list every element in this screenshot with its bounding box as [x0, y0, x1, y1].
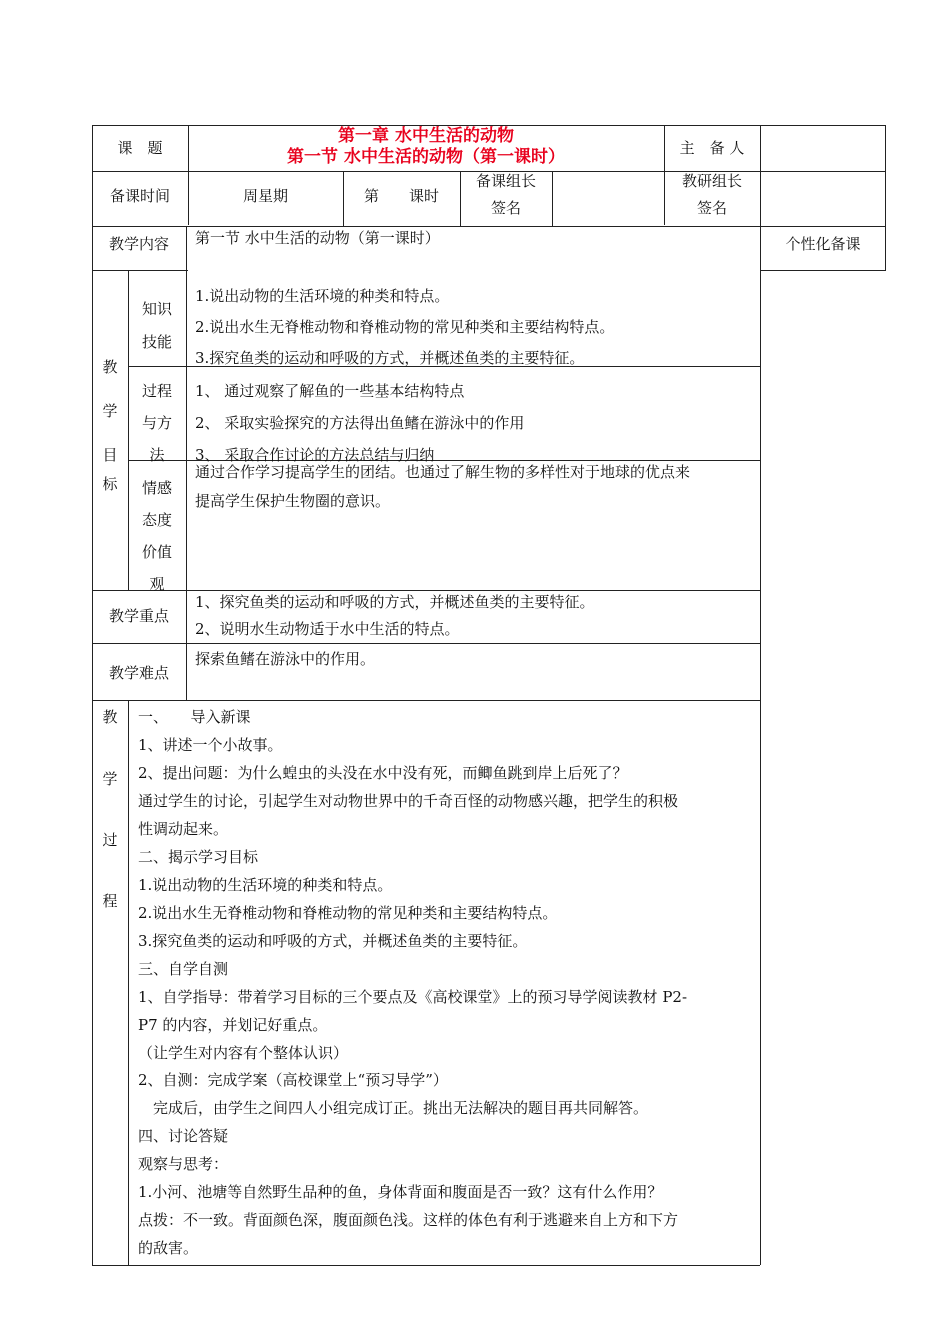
- list-item: 2、 采取实验探究的方法得出鱼鳍在游泳中的作用: [195, 414, 525, 432]
- list-item: 3.探究鱼类的运动和呼吸的方式，并概述鱼类的主要特征。: [195, 349, 585, 367]
- list-item: 2.说出水生无脊椎动物和脊椎动物的常见种类和主要结构特点。: [195, 318, 615, 336]
- process-line: 三、自学自测: [138, 960, 229, 978]
- research-leader-label: 教研组长: [681, 172, 742, 190]
- preparer-label: 主 备 人: [679, 139, 745, 157]
- process-line: 通过学生的讨论，引起学生对动物世界中的千奇百怪的动物感兴趣，把学生的积极: [138, 792, 679, 810]
- topic-label: 课 题: [117, 139, 163, 157]
- process-line: 1、自学指导：带着学习目标的三个要点及《高校课堂》上的预习导学阅读教材 P2-: [138, 988, 688, 1006]
- process-line: P7 的内容，并划记好重点。: [138, 1016, 328, 1034]
- process-line: 1.小河、池塘等自然野生品种的鱼，身体背面和腹面是否一致？这有什么作用？: [138, 1183, 663, 1201]
- process-line: 性调动起来。: [138, 820, 229, 838]
- section-title: 第一节 水中生活的动物（第一课时）: [287, 147, 565, 167]
- list-item: 1.说出动物的生活环境的种类和特点。: [195, 287, 450, 305]
- process-line: 四、讨论答疑: [138, 1127, 229, 1145]
- lesson-plan-page: 课 题 第一章 水中生活的动物 第一节 水中生活的动物（第一课时） 主 备 人 备课时间 周星期 第 课时 备课组长 签名 教研组长 签名 教学内容 第一节 水中生活的动物（第一课时） 个性化备课 教 学 目 标 知识 技能 1.说出动物的生活环境的种类和特点。 2.说出水生无脊椎动物和脊椎动物的常见种类和主要结构特点。 3.探究鱼类的运动和呼吸的方式，并概述鱼类的主要特征。 过程 与方 法 1、 通过观察了解鱼的一些基本结构特点 2、 采取实验探究的方法得出鱼鳍在游泳中的作用 3、 采取合作讨论的方法总结与归纳 情感 态度 价值 观 通过合作学习提高学生的团结。也通过了解生物的多样性对于地球的优点来 提高学生保护生物圈的意识。 教学重点 1、探究鱼类的运动和呼吸的方式，并概述鱼类的主要特征。 2、说明水生动物适于水中生活的特点。 教学难点 探索鱼鳍在游泳中的作用。 教 学 过 程 一、 导入新课 1、讲述一个小故事。 2、提出问题：为什么蝗虫的头没在水中没有死，而鲫鱼跳到岸上后死了？ 通过学生的讨论，引起学生对动物世界中的千奇百怪的动物感兴趣，把学生的积极 性调动起来。 二、揭示学习目标 1.说出动物的生活环境的种类和特点。 2.说出水生无脊椎动物和脊椎动物的常见种类和主要结构特点。 3.探究鱼类的运动和呼吸的方式，并概述鱼类的主要特征。 三、自学自测 1、自学指导：带着学习目标的三个要点及《高校课堂》上的预习导学阅读教材 P2- P7 的内容，并划记好重点。 （让学生对内容有个整体认识） 2、自测：完成学案（高校课堂上“预习导学”） 完成后，由学生之间四人小组完成订正。挑出无法解决的题目再共同解答。 四、讨论答疑 观察与思考： 1.小河、池塘等自然野生品种的鱼，身体背面和腹面是否一致？这有什么作用？ 点拨：不一致。背面颜色深，腹面颜色浅。这样的体色有利于逃避来自上方和下方 的敌害。: [0, 0, 950, 1344]
- content-label: 教学内容: [108, 235, 169, 253]
- list-item: 通过合作学习提高学生的团结。也通过了解生物的多样性对于地球的优点来: [195, 463, 691, 481]
- list-item: 提高学生保护生物圈的意识。: [195, 492, 391, 510]
- research-sign-label: 签名: [696, 199, 727, 217]
- week-label: 周星期: [242, 187, 288, 205]
- process-line: 二、揭示学习目标: [138, 848, 259, 866]
- key-points-label: 教学重点: [108, 607, 169, 625]
- process-line: 完成后，由学生之间四人小组完成订正。挑出无法解决的题目再共同解答。: [138, 1099, 649, 1117]
- process-line: 2.说出水生无脊椎动物和脊椎动物的常见种类和主要结构特点。: [138, 904, 558, 922]
- process-line: 观察与思考：: [138, 1155, 229, 1173]
- list-item: 3、 采取合作讨论的方法总结与归纳: [195, 446, 435, 464]
- process-line: 3.探究鱼类的运动和呼吸的方式，并概述鱼类的主要特征。: [138, 932, 528, 950]
- prep-time-label: 备课时间: [109, 187, 170, 205]
- process-line: 2、提出问题：为什么蝗虫的头没在水中没有死，而鲫鱼跳到岸上后死了？: [138, 764, 628, 782]
- list-item: 1、 通过观察了解鱼的一些基本结构特点: [195, 382, 465, 400]
- difficulties-value: 探索鱼鳍在游泳中的作用。: [195, 650, 376, 668]
- process-line: （让学生对内容有个整体认识）: [138, 1044, 349, 1062]
- process-line: 的敌害。: [138, 1239, 199, 1257]
- key-point-item: 1、探究鱼类的运动和呼吸的方式，并概述鱼类的主要特征。: [195, 593, 595, 611]
- process-line: 1、讲述一个小故事。: [138, 736, 283, 754]
- period-label: 第 课时: [363, 187, 439, 205]
- chapter-title: 第一章 水中生活的动物: [338, 126, 514, 146]
- process-line: 点拨：不一致。背面颜色深，腹面颜色浅。这样的体色有利于逃避来自上方和下方: [138, 1211, 679, 1229]
- content-value: 第一节 水中生活的动物（第一课时）: [195, 229, 440, 247]
- process-line: 2、自测：完成学案（高校课堂上“预习导学”）: [138, 1071, 448, 1089]
- group-sign-label: 签名: [490, 199, 521, 217]
- process-line: 一、 导入新课: [138, 708, 251, 726]
- key-point-item: 2、说明水生动物适于水中生活的特点。: [195, 620, 460, 638]
- group-leader-label: 备课组长: [475, 172, 536, 190]
- personal-prep-label: 个性化备课: [785, 235, 861, 253]
- process-line: 1.说出动物的生活环境的种类和特点。: [138, 876, 393, 894]
- difficulties-label: 教学难点: [108, 664, 169, 682]
